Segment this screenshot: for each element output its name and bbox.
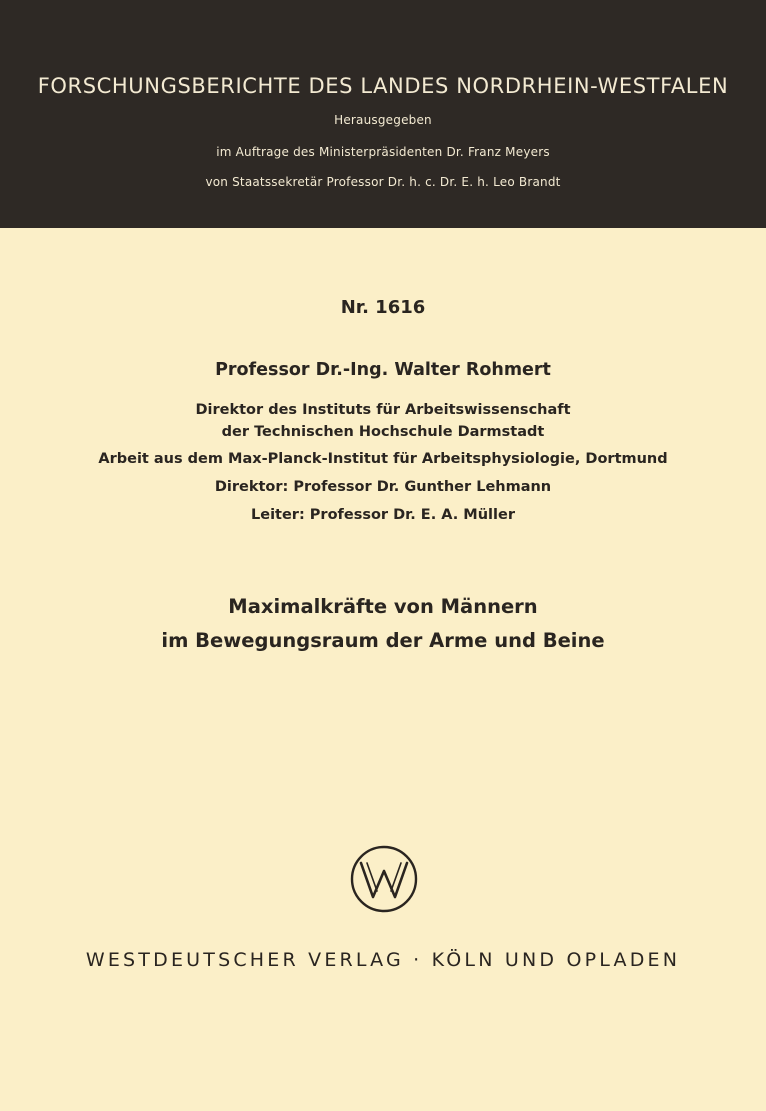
series-title: FORSCHUNGSBERICHTE DES LANDES NORDRHEIN-WESTFALEN — [37, 74, 729, 98]
author-name: Professor Dr.-Ing. Walter Rohmert — [215, 360, 551, 380]
publisher-imprint: WESTDEUTSCHER VERLAG · KÖLN UND OPLADEN — [85, 949, 681, 971]
affiliation-line: Leiter: Professor Dr. E. A. Müller — [251, 507, 515, 523]
report-number: Nr. 1616 — [340, 297, 426, 318]
book-title-line-2: im Bewegungsraum der Arme und Beine — [161, 629, 605, 652]
affiliation-line: Direktor des Instituts für Arbeitswissenschaft — [195, 402, 571, 418]
book-title-line-1: Maximalkräfte von Männern — [228, 595, 538, 618]
publisher-logo-icon — [350, 845, 418, 913]
commission-note: im Auftrage des Ministerpräsidenten Dr. Franz Meyers — [216, 145, 550, 159]
header-band — [0, 0, 766, 228]
affiliation-line: der Technischen Hochschule Darmstadt — [221, 424, 545, 440]
affiliation-line: Arbeit aus dem Max-Planck-Institut für Arbeitsphysiologie, Dortmund — [98, 451, 668, 467]
editor-name: von Staatssekretär Professor Dr. h. c. Dr. E. h. Leo Brandt — [205, 175, 561, 189]
editor-note: Herausgegeben — [334, 113, 432, 127]
affiliation-line: Direktor: Professor Dr. Gunther Lehmann — [214, 479, 552, 495]
